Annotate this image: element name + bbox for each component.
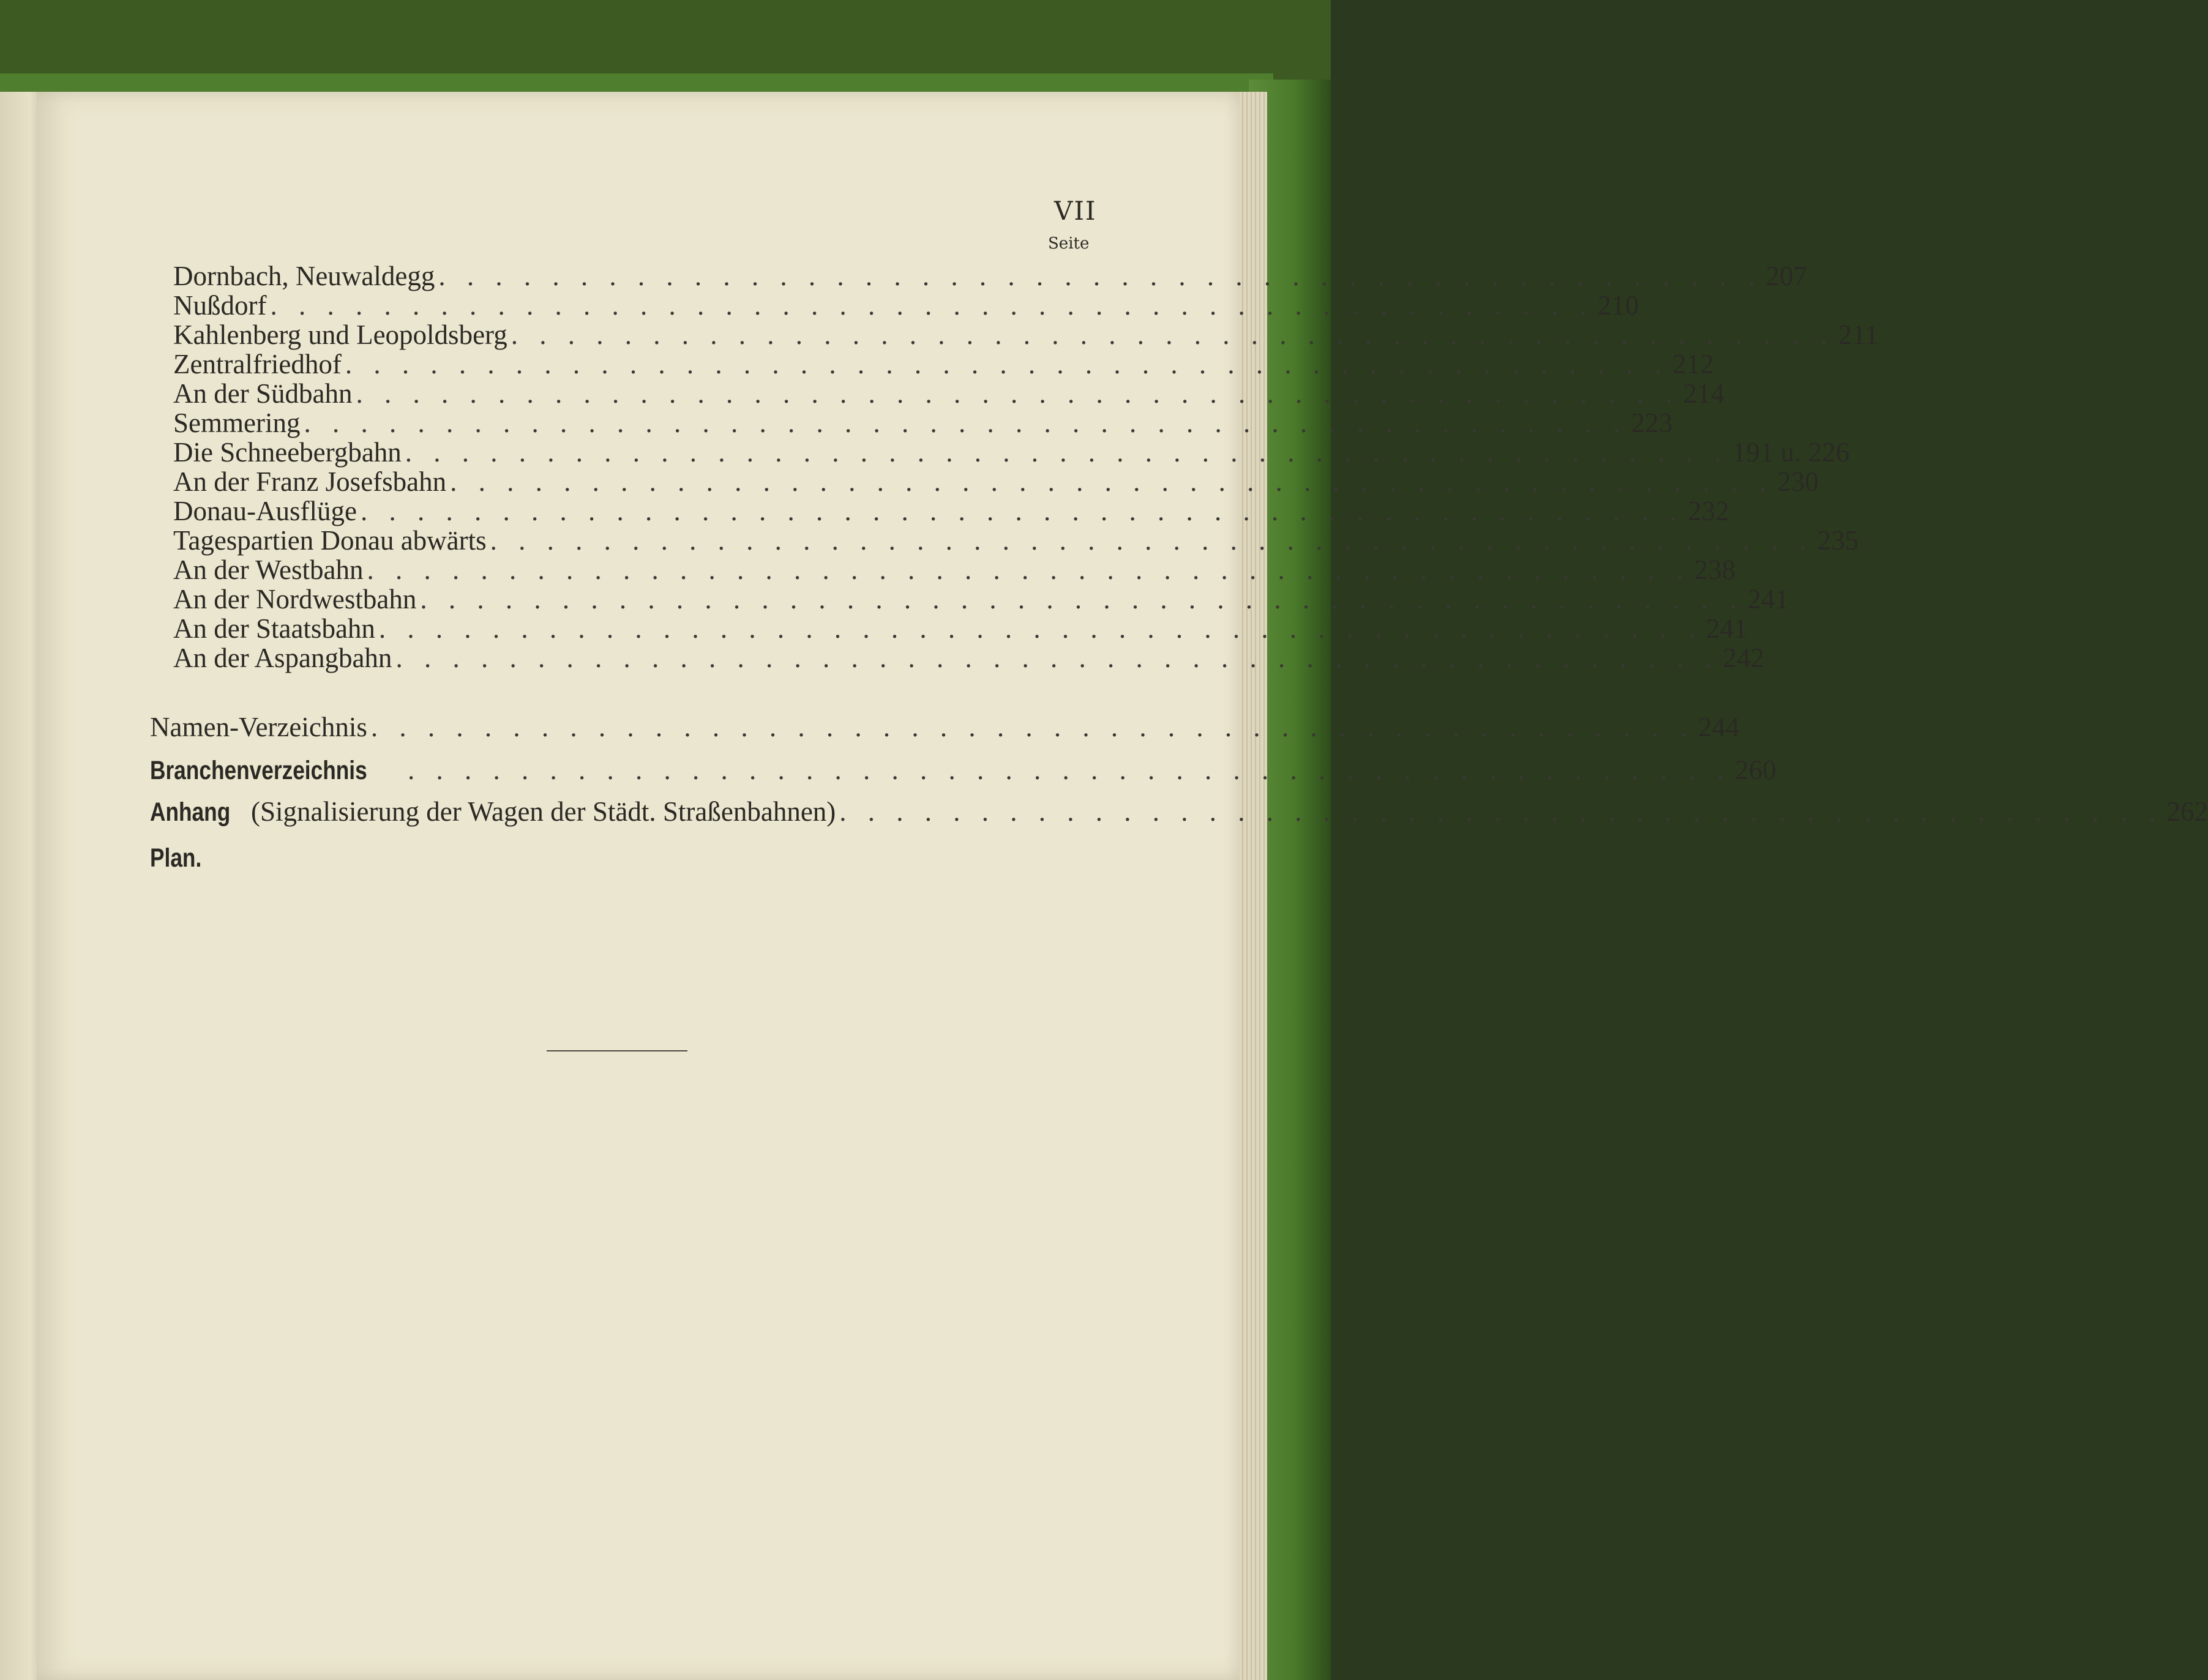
toc-entry-label: Tagespartien Donau abwärts [173,525,487,556]
dot-leader: . . . . . . . . . . . . . . . . . . . . . . . . . . . . . . . . . . . . . . . . . . . . . . . [370,712,1695,742]
toc-entry-page: 242 [1723,643,1765,673]
dot-leader: . . . . . . . . . . . . . . . . . . . . . . . . . . . . . . . . . . . . . . . . . . . . . . . [408,755,1732,785]
toc-entry-label: An der Südbahn [173,378,353,409]
dot-leader: . . . . . . . . . . . . . . . . . . . . . . . . . . . . . . . . . . . . . . . . . . . . . . . [367,554,1691,585]
dot-leader: . . . . . . . . . . . . . . . . . . . . . . . . . . . . . . . . . . . . . . . . . . . . . . . [490,525,1814,556]
dot-leader: . . . . . . . . . . . . . . . . . . . . . . . . . . . . . . . . . . . . . . . . . . . . . . . [839,796,2163,827]
toc-entry [173,348,1714,380]
dot-leader: . . . . . . . . . . . . . . . . . . . . . . . . . . . . . . . . . . . . . . . . . . . . . . . [450,466,1774,497]
toc-index-names-label: Namen-Verzeichnis [150,712,367,742]
toc-entry-page: 210 [1597,290,1639,321]
toc-entry [173,466,1819,498]
toc-entry [173,407,1673,439]
toc-entry-label: Zentralfriedhof [173,349,342,379]
toc-entry-label: Donau-Ausflüge [173,496,357,526]
toc-index-branches-label-box [150,754,404,786]
toc-index-branches-label: Branchenverzeichnis [150,756,367,785]
toc-entry [173,378,1725,409]
toc-index-branches [150,754,1776,786]
toc-appendix-bold: Anhang [150,797,231,827]
dot-leader: . . . . . . . . . . . . . . . . . . . . . . . . . . . . . . . . . . . . . . . . . . . . . . . [378,613,1703,644]
toc-entry-page: 232 [1688,496,1729,526]
toc-entry [173,642,1765,674]
dot-leader: . . . . . . . . . . . . . . . . . . . . . . . . . . . . . . . . . . . . . . . . . . . . . . . [304,408,1628,438]
toc-entry-label: Nußdorf [173,290,267,321]
toc-appendix-page: 262 [2166,796,2208,827]
toc-entry-page: 212 [1672,349,1714,379]
toc-entry-label: Die Schneebergbahn [173,437,402,468]
toc-index-names-page: 244 [1698,712,1740,742]
toc-appendix-rest: (Signalisierung der Wagen der Städt. Straßenbahnen) [251,796,836,827]
toc-appendix-bold-box [150,796,251,827]
toc-entry-label: Kahlenberg und Leopoldsberg [173,319,507,350]
toc-entry [173,525,1859,556]
dot-leader: . . . . . . . . . . . . . . . . . . . . . . . . . . . . . . . . . . . . . . . . . . . . . . . [270,290,1594,321]
toc-plan [150,843,1073,873]
toc-entry [173,319,1879,351]
toc-entry [173,613,1748,644]
toc-entry-label: An der Westbahn [173,554,364,585]
page-number: VII [1054,196,1097,226]
toc-entry-page: 207 [1765,261,1808,291]
toc-entry [173,436,1850,468]
dot-leader: . . . . . . . . . . . . . . . . . . . . . . . . . . . . . . . . . . . . . . . . . . . . . . . [511,319,1835,350]
toc-entry-label: An der Staatsbahn [173,613,375,644]
toc-index-names [150,711,1740,743]
toc-entry [173,260,1808,292]
toc-entry [173,495,1729,527]
section-divider [547,1050,687,1051]
toc-entry-page: 235 [1817,525,1859,556]
toc-entry-page: 238 [1694,554,1736,585]
toc-entry [173,554,1736,586]
toc-entry-label: An der Aspangbahn [173,643,392,673]
toc-entry-page: 223 [1631,408,1673,438]
dot-leader: . . . . . . . . . . . . . . . . . . . . . . . . . . . . . . . . . . . . . . . . . . . . . . . [395,643,1720,673]
toc-entry-label: An der Franz Josefsbahn [173,466,447,497]
toc-index-branches-page: 260 [1735,755,1776,785]
toc-entry-page: 211 [1838,319,1879,350]
toc-entry-label: An der Nordwestbahn [173,584,417,614]
toc-entry-label: Dornbach, Neuwaldegg [173,261,435,291]
toc-entry-page: 191 u. 226 [1732,437,1850,468]
toc-entry [173,583,1789,615]
toc-entry-page: 230 [1777,466,1819,497]
dot-leader: . . . . . . . . . . . . . . . . . . . . . . . . . . . . . . . . . . . . . . . . . . . . . . . [360,496,1685,526]
toc-entry [173,289,1639,321]
dot-leader: . . . . . . . . . . . . . . . . . . . . . . . . . . . . . . . . . . . . . . . . . . . . . . . [405,437,1729,468]
dot-leader: . . . . . . . . . . . . . . . . . . . . . . . . . . . . . . . . . . . . . . . . . . . . . . . [420,584,1744,614]
dot-leader: . . . . . . . . . . . . . . . . . . . . . . . . . . . . . . . . . . . . . . . . . . . . . . . [345,349,1669,379]
toc-entry-page: 241 [1706,613,1748,644]
toc-plan-label: Plan. [150,843,202,873]
dot-leader: . . . . . . . . . . . . . . . . . . . . . . . . . . . . . . . . . . . . . . . . . . . . . . . [438,261,1762,291]
toc-entry-page: 241 [1747,584,1789,614]
toc-appendix [150,796,2208,827]
seite-column-label: Seite [1048,234,1090,253]
dot-leader: . . . . . . . . . . . . . . . . . . . . . . . . . . . . . . . . . . . . . . . . . . . . . . . [356,378,1680,409]
toc-entry-label: Semmering [173,408,301,438]
toc-entry-page: 214 [1683,378,1725,409]
